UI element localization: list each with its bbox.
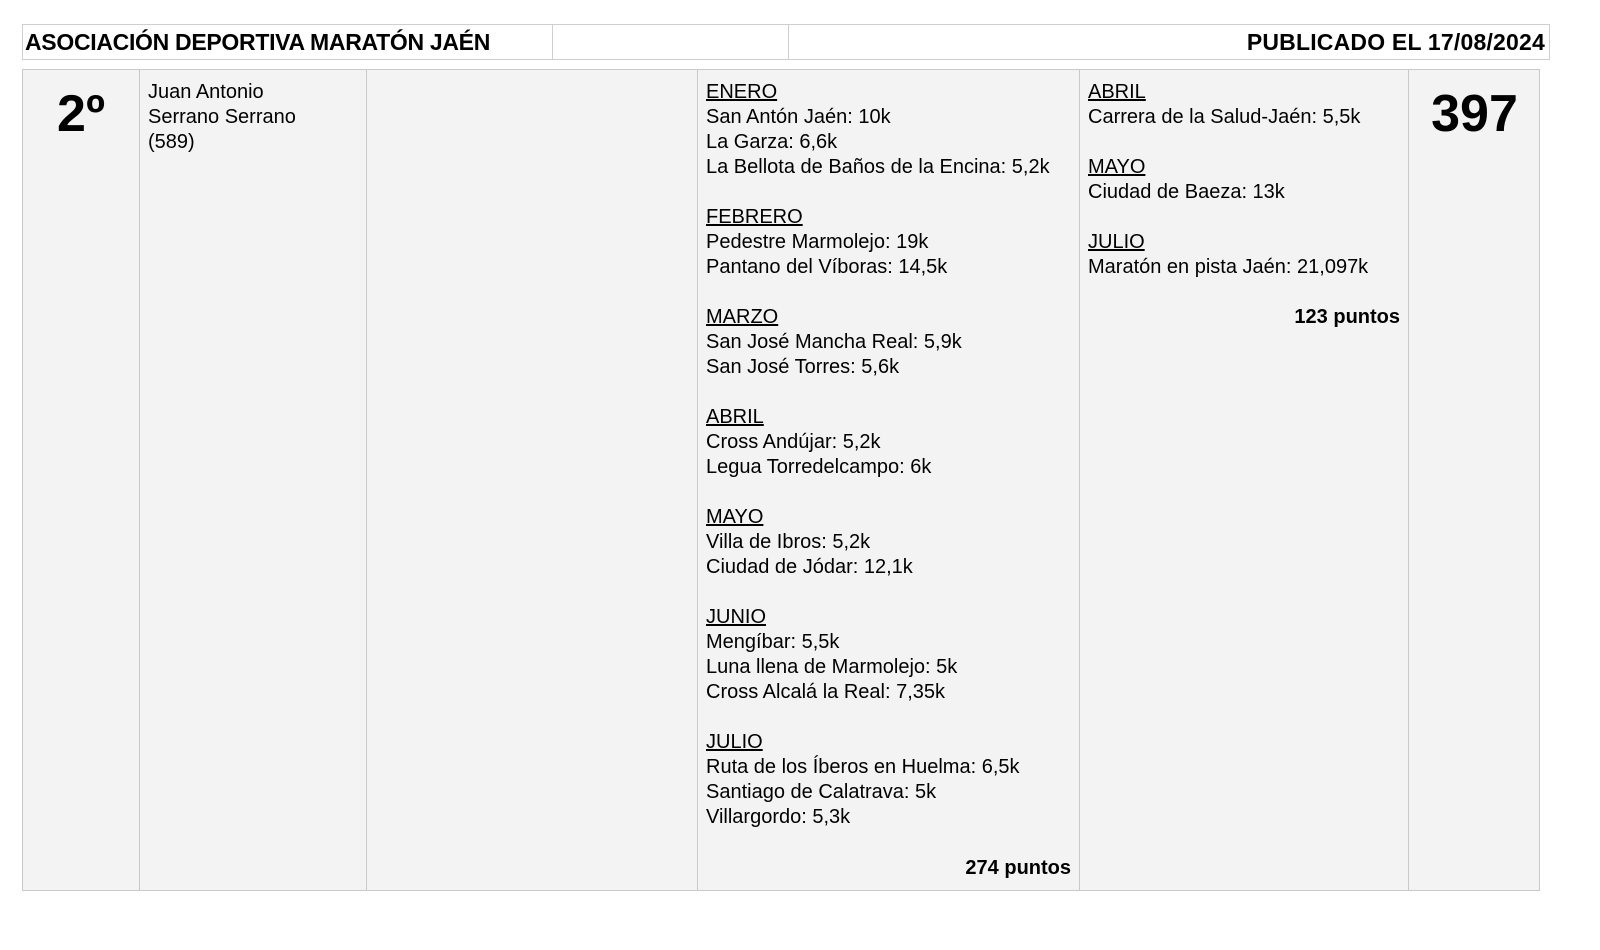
race-item: Ciudad de Baeza: 13k [1088, 181, 1285, 203]
race-item: Legua Torredelcampo: 6k [706, 456, 932, 478]
race-item: Ruta de los Íberos en Huelma: 6,5k [706, 756, 1020, 778]
race-item: San José Torres: 5,6k [706, 356, 900, 378]
month-group [1088, 230, 1400, 280]
club-title: ASOCIACIÓN DEPORTIVA MARATÓN JAÉN [23, 25, 553, 59]
races-column-b [1080, 70, 1409, 890]
runner-name-line: Serrano Serrano [148, 106, 296, 128]
race-item: Mengíbar: 5,5k [706, 631, 840, 653]
rank-cell [23, 70, 140, 890]
ranking-table [22, 69, 1540, 891]
total-cell [1409, 70, 1540, 890]
month-label: MAYO [1088, 156, 1146, 178]
race-item: Villargordo: 5,3k [706, 806, 851, 828]
points-a: 274 puntos [965, 857, 1071, 879]
month-label: ENERO [706, 81, 778, 103]
races-list-b [1080, 70, 1408, 280]
race-item: Carrera de la Salud-Jaén: 5,5k [1088, 106, 1361, 128]
month-label: ABRIL [1088, 81, 1146, 103]
month-group [1088, 155, 1400, 205]
month-group [706, 405, 1071, 480]
month-group [706, 730, 1071, 830]
published-date: PUBLICADO EL 17/08/2024 [1246, 29, 1545, 55]
total-points: 397 [1431, 85, 1518, 143]
runner-name-line: Juan Antonio [148, 81, 264, 103]
race-item: Cross Alcalá la Real: 7,35k [706, 681, 946, 703]
race-item: Ciudad de Jódar: 12,1k [706, 556, 913, 578]
empty-cell [367, 70, 698, 890]
race-item: Pantano del Víboras: 14,5k [706, 256, 948, 278]
race-item: Cross Andújar: 5,2k [706, 431, 881, 453]
race-item: San Antón Jaén: 10k [706, 106, 891, 128]
month-label: MARZO [706, 306, 779, 328]
header-bar [22, 24, 1550, 60]
month-group [706, 80, 1071, 180]
month-label: JULIO [1088, 231, 1145, 253]
race-item: Pedestre Marmolejo: 19k [706, 231, 929, 253]
race-item: La Bellota de Baños de la Encina: 5,2k [706, 156, 1050, 178]
race-item: Villa de Ibros: 5,2k [706, 531, 871, 553]
points-b: 123 puntos [1294, 306, 1400, 328]
month-label: MAYO [706, 506, 764, 528]
race-item: Maratón en pista Jaén: 21,097k [1088, 256, 1369, 278]
race-item: La Garza: 6,6k [706, 131, 838, 153]
race-item: Santiago de Calatrava: 5k [706, 781, 937, 803]
month-label: FEBRERO [706, 206, 803, 228]
month-group [706, 305, 1071, 380]
month-group [1088, 80, 1400, 130]
races-list-a [698, 70, 1079, 830]
runner-id: (589) [148, 131, 195, 153]
runner-cell [140, 70, 367, 890]
races-column-a [698, 70, 1080, 890]
month-label: ABRIL [706, 406, 764, 428]
race-item: San José Mancha Real: 5,9k [706, 331, 962, 353]
race-item: Luna llena de Marmolejo: 5k [706, 656, 958, 678]
month-label: JUNIO [706, 606, 766, 628]
month-group [706, 605, 1071, 705]
runner-name [140, 70, 366, 155]
month-group [706, 205, 1071, 280]
month-group [706, 505, 1071, 580]
rank: 2º [57, 85, 105, 143]
header-blank-cell [553, 25, 789, 59]
month-label: JULIO [706, 731, 763, 753]
